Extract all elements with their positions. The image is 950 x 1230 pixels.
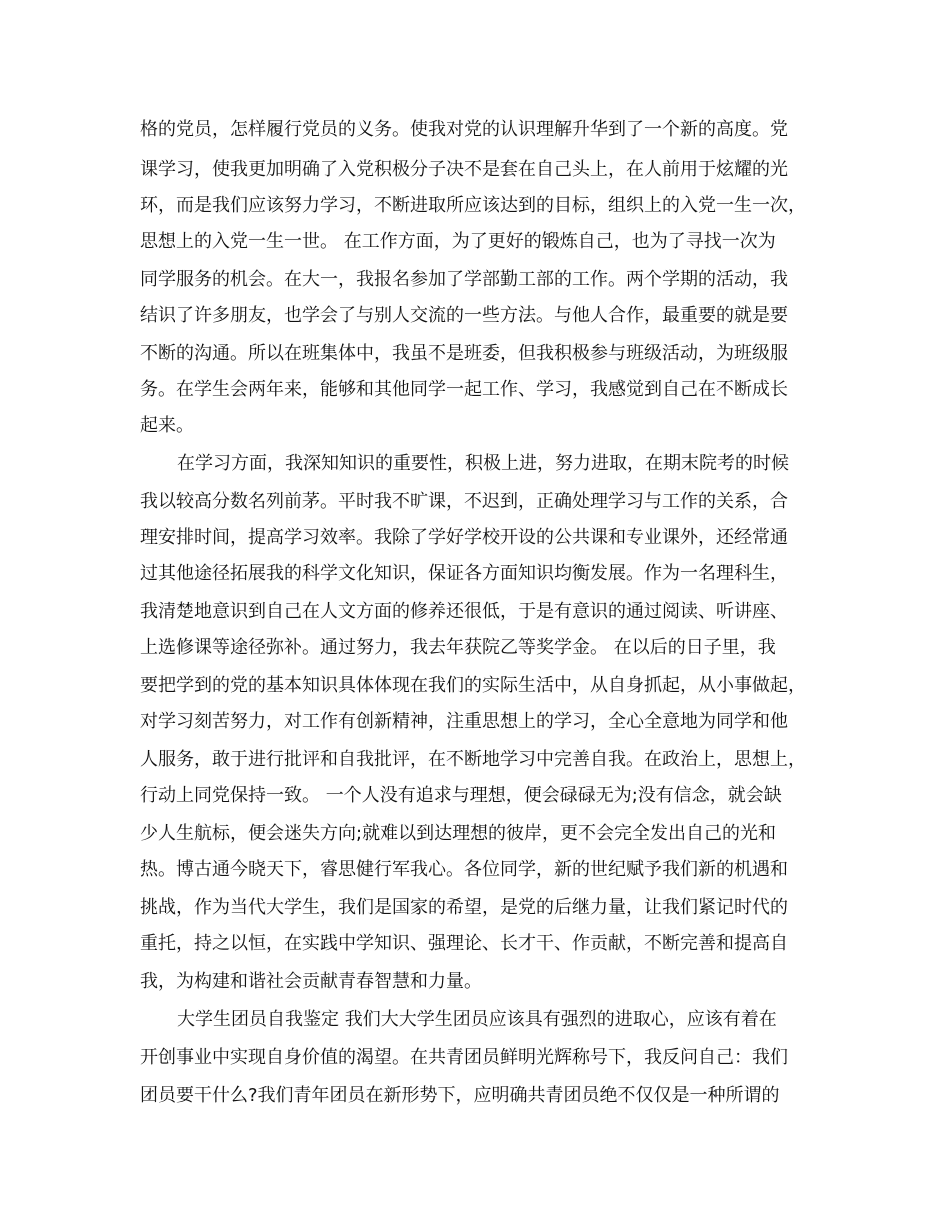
text-line: 我，为构建和谐社会贡献青春智慧和力量。 (140, 971, 482, 992)
text-line: 务。在学生会两年来，能够和其他同学一起工作、学习，我感觉到自己在不断成长 (140, 379, 788, 400)
text-line: 环，而是我们应该努力学习，不断进取所应该达到的目标，组织上的入党一生一次， (140, 195, 806, 216)
text-line: 挑战，作为当代大学生，我们是国家的希望，是党的后继力量，让我们紧记时代的 (140, 897, 788, 918)
text-line: 理安排时间，提高学习效率。我除了学好学校开设的公共课和专业课外，还经常通 (140, 527, 788, 548)
text-line: 重托，持之以恒，在实践中学知识、强理论、长才干、作贡献，不断完善和提高自 (140, 933, 788, 954)
text-line: 少人生航标，便会迷失方向;就难以到达理想的彼岸，更不会完全发出自己的光和 (140, 823, 777, 844)
text-line: 对学习刻苦努力，对工作有创新精神，注重思想上的学习，全心全意地为同学和他 (140, 711, 788, 732)
text-line: 同学服务的机会。在大一，我报名参加了学部勤工部的工作。两个学期的活动，我 (140, 269, 788, 290)
text-line: 团员要干什么?我们青年团员在新形势下，应明确共青团员绝不仅仅是一种所谓的 (140, 1085, 780, 1106)
text-line: 我以较高分数名列前茅。平时我不旷课，不迟到，正确处理学习与工作的关系，合 (140, 491, 788, 512)
text-line: 要把学到的党的基本知识具体体现在我们的实际生活中，从自身抓起，从小事做起， (140, 675, 806, 696)
text-line: 上选修课等途径弥补。通过努力，我去年获院乙等奖学金。 在以后的日子里，我 (140, 637, 776, 658)
text-line: 人服务，敢于进行批评和自我批评，在不断地学习中完善自我。在政治上，思想上， (140, 749, 806, 770)
text-line: 课学习，使我更加明确了入党积极分子决不是套在自己头上，在人前用于炫耀的光 (140, 159, 788, 180)
text-line: 格的党员，怎样履行党员的义务。使我对党的认识理解升华到了一个新的高度。党 (140, 119, 788, 140)
paragraph-start-line: 大学生团员自我鉴定 我们大大学生团员应该具有强烈的进取心，应该有着在 (177, 1009, 777, 1030)
text-line: 不断的沟通。所以在班集体中，我虽不是班委，但我积极参与班级活动，为班级服 (140, 343, 788, 364)
text-line: 结识了许多朋友，也学会了与别人交流的一些方法。与他人合作，最重要的就是要 (140, 305, 788, 326)
text-line: 我清楚地意识到自己在人文方面的修养还很低，于是有意识的通过阅读、听讲座、 (140, 601, 788, 622)
paragraph-start-line: 在学习方面，我深知知识的重要性，积极上进，努力进取，在期末院考的时候 (177, 453, 789, 474)
text-line: 开创事业中实现自身价值的渴望。在共青团员鲜明光辉称号下，我反问自己：我们 (140, 1047, 788, 1068)
text-line: 过其他途径拓展我的科学文化知识，保证各方面知识均衡发展。作为一名理科生， (140, 563, 788, 584)
text-line: 行动上同党保持一致。 一个人没有追求与理想，便会碌碌无为;没有信念，就会缺 (140, 785, 782, 806)
text-line: 起来。 (140, 415, 194, 436)
text-line: 思想上的入党一生一世。 在工作方面，为了更好的锻炼自己，也为了寻找一次为 (140, 231, 776, 252)
text-line: 热。博古通今晓天下，睿思健行军我心。各位同学，新的世纪赋予我们新的机遇和 (140, 859, 788, 880)
